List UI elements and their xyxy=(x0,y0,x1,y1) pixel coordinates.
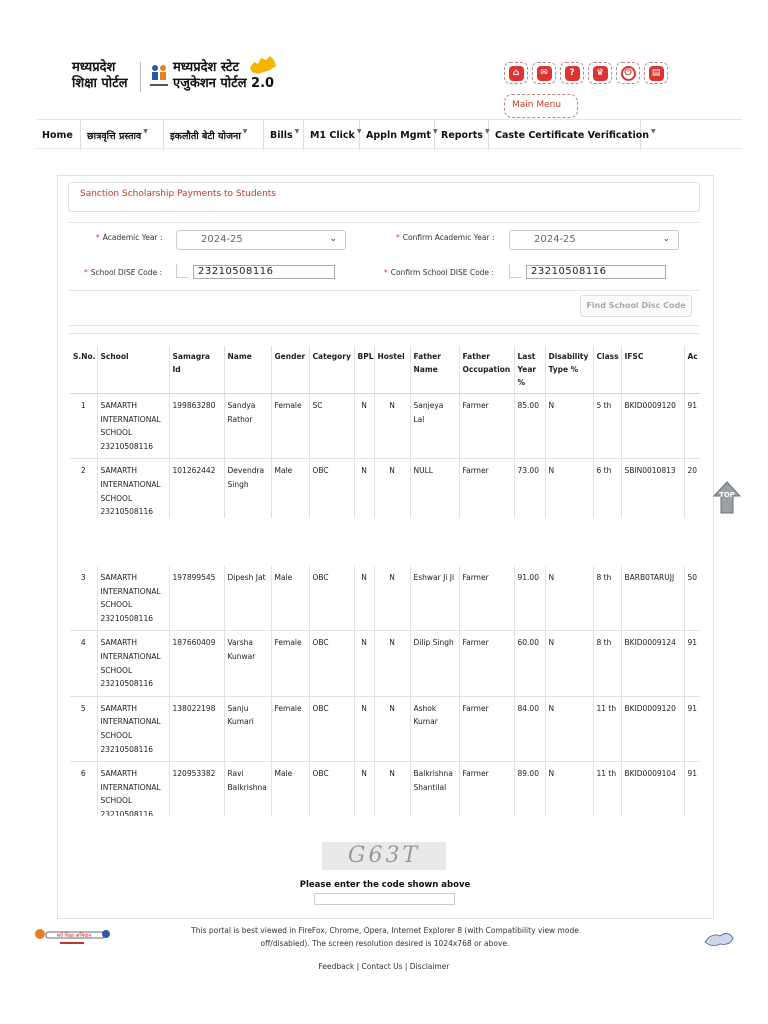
table-cell: Sanjeya Lal xyxy=(410,394,459,459)
column-header: IFSC xyxy=(621,346,684,394)
table-cell: BARB0TARUJJ xyxy=(621,566,684,631)
table-cell: 20 xyxy=(684,459,700,518)
caret-icon: ▼ xyxy=(294,127,300,135)
table-cell: SAMARTH INTERNATIONAL SCHOOL 23210508116 xyxy=(97,696,169,761)
nav-reports-label: Reports xyxy=(441,129,483,141)
column-header: Samagra Id xyxy=(169,346,224,394)
footer-links[interactable]: Feedback | Contact Us | Disclaimer xyxy=(318,962,450,971)
find-school-dise-code-button[interactable]: Find School Disc Code xyxy=(580,295,692,317)
field-marker xyxy=(176,264,188,278)
table-cell: 85.00 xyxy=(514,394,545,459)
column-header: Last Year % xyxy=(514,346,545,394)
table-cell: N xyxy=(545,394,593,459)
power-icon[interactable]: ⏻ xyxy=(616,62,640,84)
table-cell: Ravi Balkrishna xyxy=(224,762,271,816)
table-cell: 11 th xyxy=(593,762,621,816)
nav-m1-click[interactable] xyxy=(304,120,360,150)
nav-home[interactable] xyxy=(36,120,81,150)
table-cell: Eshwar Ji Ji xyxy=(410,566,459,631)
table-cell: N xyxy=(374,696,410,761)
table-header-row xyxy=(70,346,700,394)
mail-icon[interactable]: ✉ xyxy=(532,62,556,84)
nav-caste-label: Caste Certificate Verification xyxy=(495,129,649,141)
footer-note: This portal is best viewed in FireFox, Chrome, Opera, Internet Explorer 8 (with Compatibility view mode off/disabled). The screen resolution desired is 1024x768 or above. xyxy=(191,926,579,948)
table-cell: Farmer xyxy=(459,696,514,761)
table-cell: 60.00 xyxy=(514,631,545,696)
students-table xyxy=(70,346,700,518)
table-cell: 3 xyxy=(70,566,97,631)
table-cell: 101262442 xyxy=(169,459,224,518)
table-cell: N xyxy=(354,394,374,459)
divider xyxy=(68,290,700,291)
column-header: Hostel xyxy=(374,346,410,394)
table-cell: 11 th xyxy=(593,696,621,761)
portal-logo-1 xyxy=(72,60,128,92)
table-cell: N xyxy=(354,566,374,631)
table-cell: OBC xyxy=(309,566,354,631)
table-cell: SAMARTH INTERNATIONAL SCHOOL 23210508116 xyxy=(97,631,169,696)
dise-code-input[interactable]: 23210508116 xyxy=(193,265,335,279)
table-cell: 1 xyxy=(70,394,97,459)
table-cell: N xyxy=(545,566,593,631)
table-cell: 91 xyxy=(684,696,700,761)
table-cell: BKID0009104 xyxy=(621,762,684,816)
table-cell: SAMARTH INTERNATIONAL SCHOOL 23210508116 xyxy=(97,394,169,459)
column-header: Ac xyxy=(684,346,700,394)
table-cell: SC xyxy=(309,394,354,459)
table-cell: 91 xyxy=(684,631,700,696)
academic-year-label: * Academic Year : xyxy=(96,233,163,242)
nav-only-daughter-scheme[interactable] xyxy=(164,120,264,150)
table-cell: 8 th xyxy=(593,631,621,696)
table-cell: 197899545 xyxy=(169,566,224,631)
table-cell: 120953382 xyxy=(169,762,224,816)
table-cell: 50 xyxy=(684,566,700,631)
table-cell: Male xyxy=(271,459,309,518)
caret-icon: ▼ xyxy=(143,127,148,135)
table-cell: N xyxy=(545,696,593,761)
academic-year-label-text: Academic Year : xyxy=(102,233,163,242)
table-cell: Dilip Singh xyxy=(410,631,459,696)
nav-m1-label: M1 Click xyxy=(310,129,355,141)
table-cell: BKID0009120 xyxy=(621,394,684,459)
table-cell: 89.00 xyxy=(514,762,545,816)
table-cell: 8 th xyxy=(593,566,621,631)
captcha-input[interactable] xyxy=(314,893,455,905)
column-header: Father Name xyxy=(410,346,459,394)
divider xyxy=(68,222,700,223)
table-cell: Dipesh Jat xyxy=(224,566,271,631)
logo2-line2: एजुकेशन पोर्टल 2.0 xyxy=(173,76,275,91)
table-cell: OBC xyxy=(309,459,354,518)
table-cell: N xyxy=(374,631,410,696)
confirm-academic-year-label: * Confirm Academic Year : xyxy=(396,233,495,242)
table-row xyxy=(70,459,700,518)
column-header: Class xyxy=(593,346,621,394)
students-table-continued xyxy=(70,566,700,816)
table-cell: 73.00 xyxy=(514,459,545,518)
caret-icon: ▼ xyxy=(356,127,362,135)
table-cell: Farmer xyxy=(459,566,514,631)
table-cell: 84.00 xyxy=(514,696,545,761)
table-cell: N xyxy=(545,631,593,696)
table-cell: 6 xyxy=(70,762,97,816)
table-cell: Varsha Kunwar xyxy=(224,631,271,696)
table-cell: N xyxy=(374,459,410,518)
table-cell: N xyxy=(374,566,410,631)
logo2-line1: मध्यप्रदेश स्टेट xyxy=(173,60,240,75)
table-row xyxy=(70,566,700,631)
table-cell: Balkrishna Shantilal xyxy=(410,762,459,816)
header-icon-bar xyxy=(504,62,668,84)
table-cell: SAMARTH INTERNATIONAL SCHOOL 23210508116 xyxy=(97,459,169,518)
table-cell: N xyxy=(354,762,374,816)
mp-map-icon xyxy=(248,54,278,76)
divider xyxy=(68,325,700,326)
nic-logo xyxy=(702,928,736,950)
table-cell: N xyxy=(354,696,374,761)
column-header: Gender xyxy=(271,346,309,394)
id-card-icon[interactable]: ▤ xyxy=(644,62,668,84)
table-cell: 5 th xyxy=(593,394,621,459)
nav-appln-label: Appln Mgmt xyxy=(366,129,431,141)
table-cell: NULL xyxy=(410,459,459,518)
table-cell: 4 xyxy=(70,631,97,696)
table-cell: OBC xyxy=(309,631,354,696)
main-menu-button[interactable]: Main Menu xyxy=(504,94,578,118)
column-header: Category xyxy=(309,346,354,394)
table-cell: Male xyxy=(271,762,309,816)
table-cell: N xyxy=(354,459,374,518)
caret-icon: ▼ xyxy=(242,127,248,135)
top-label: TOP xyxy=(719,491,735,499)
table-row xyxy=(70,696,700,761)
logo-separator xyxy=(140,62,141,92)
table-cell: 91 xyxy=(684,394,700,459)
table-cell: Ashok Kumar xyxy=(410,696,459,761)
confirm-dise-code-label-text: Confirm School DISE Code : xyxy=(390,268,494,277)
table-cell: 91 xyxy=(684,762,700,816)
nav-bills-label: Bills xyxy=(270,129,293,141)
table-cell: N xyxy=(354,631,374,696)
table-cell: 138022198 xyxy=(169,696,224,761)
column-header: S.No. xyxy=(70,346,97,394)
captcha-label: Please enter the code shown above xyxy=(299,880,471,890)
nav-appln-mgmt[interactable] xyxy=(360,120,438,150)
table-cell: BKID0009124 xyxy=(621,631,684,696)
logo1-line2: शिक्षा पोर्टल xyxy=(72,76,128,91)
table-cell: N xyxy=(545,459,593,518)
captcha-image: G63T xyxy=(322,842,446,870)
column-header: BPL xyxy=(354,346,374,394)
help-icon[interactable]: ? xyxy=(560,62,584,84)
table-cell: Sanju Kumari xyxy=(224,696,271,761)
confirm-academic-year-select[interactable] xyxy=(509,230,679,250)
table-cell: OBC xyxy=(309,762,354,816)
table-cell: Sandya Rathor xyxy=(224,394,271,459)
table-cell: 187660409 xyxy=(169,631,224,696)
table-cell: SBIN0010813 xyxy=(621,459,684,518)
table-cell: 91.00 xyxy=(514,566,545,631)
table-cell: 6 th xyxy=(593,459,621,518)
table-row xyxy=(70,631,700,696)
academic-year-select[interactable] xyxy=(176,230,346,250)
confirm-academic-year-value: 2024-25 xyxy=(534,234,576,245)
dise-code-label-text: School DISE Code : xyxy=(90,268,163,277)
trophy-icon[interactable]: ♛ xyxy=(588,62,612,84)
chevron-down-icon: ⌄ xyxy=(329,234,337,244)
table-row xyxy=(70,762,700,816)
table-row xyxy=(70,394,700,459)
table-cell: Devendra Singh xyxy=(224,459,271,518)
table-cell: Female xyxy=(271,631,309,696)
chevron-down-icon: ⌄ xyxy=(662,234,670,244)
panel-title: Sanction Scholarship Payments to Students xyxy=(68,182,700,212)
table-cell: OBC xyxy=(309,696,354,761)
table-cell: Female xyxy=(271,394,309,459)
table-cell: 199863280 xyxy=(169,394,224,459)
nav-home-label: Home xyxy=(42,129,73,141)
left-logo-text: सर्व शिक्षा अभियान xyxy=(56,933,92,939)
confirm-academic-year-label-text: Confirm Academic Year : xyxy=(402,233,495,242)
nav-scholarship-label: छात्रवृत्ति प्रस्ताव xyxy=(87,130,142,142)
logo1-line1: मध्यप्रदेश xyxy=(72,60,116,75)
column-header: Father Occupation xyxy=(459,346,514,394)
table-cell: Female xyxy=(271,696,309,761)
sarva-shiksha-abhiyan-logo xyxy=(32,924,112,950)
dise-code-label: * School DISE Code : xyxy=(84,268,163,277)
table-cell: Male xyxy=(271,566,309,631)
nav-scholarship-proposal[interactable] xyxy=(81,120,164,150)
nav-daughter-label: इकलौती बेटी योजना xyxy=(170,130,241,142)
confirm-dise-code-label: * Confirm School DISE Code : xyxy=(384,268,494,277)
table-viewport-bottom xyxy=(70,566,700,816)
nav-bills[interactable] xyxy=(264,120,304,150)
caret-icon: ▼ xyxy=(651,127,656,135)
table-cell: Farmer xyxy=(459,631,514,696)
table-cell: Farmer xyxy=(459,459,514,518)
table-cell: 5 xyxy=(70,696,97,761)
children-icon xyxy=(148,62,170,88)
table-cell: Farmer xyxy=(459,394,514,459)
table-cell: SAMARTH INTERNATIONAL SCHOOL 23210508116 xyxy=(97,566,169,631)
divider xyxy=(68,333,700,334)
table-cell: Farmer xyxy=(459,762,514,816)
table-cell: SAMARTH INTERNATIONAL SCHOOL 23210508116 xyxy=(97,762,169,816)
table-cell: N xyxy=(374,394,410,459)
column-header: School xyxy=(97,346,169,394)
home-icon[interactable]: ⌂ xyxy=(504,62,528,84)
column-header: Disability Type % xyxy=(545,346,593,394)
nav-reports[interactable] xyxy=(432,120,490,150)
table-cell: N xyxy=(545,762,593,816)
confirm-dise-code-input[interactable]: 23210508116 xyxy=(526,265,666,279)
column-header: Name xyxy=(224,346,271,394)
scroll-to-top-button[interactable] xyxy=(713,480,741,516)
caret-icon: ▼ xyxy=(432,127,438,135)
table-viewport-top xyxy=(70,346,700,518)
field-marker xyxy=(509,264,521,278)
nav-caste-certificate[interactable] xyxy=(489,120,656,150)
table-cell: N xyxy=(374,762,410,816)
caret-icon: ▼ xyxy=(484,127,490,135)
main-nav xyxy=(36,119,742,149)
table-cell: BKID0009120 xyxy=(621,696,684,761)
academic-year-value: 2024-25 xyxy=(201,234,243,245)
table-cell: 2 xyxy=(70,459,97,518)
